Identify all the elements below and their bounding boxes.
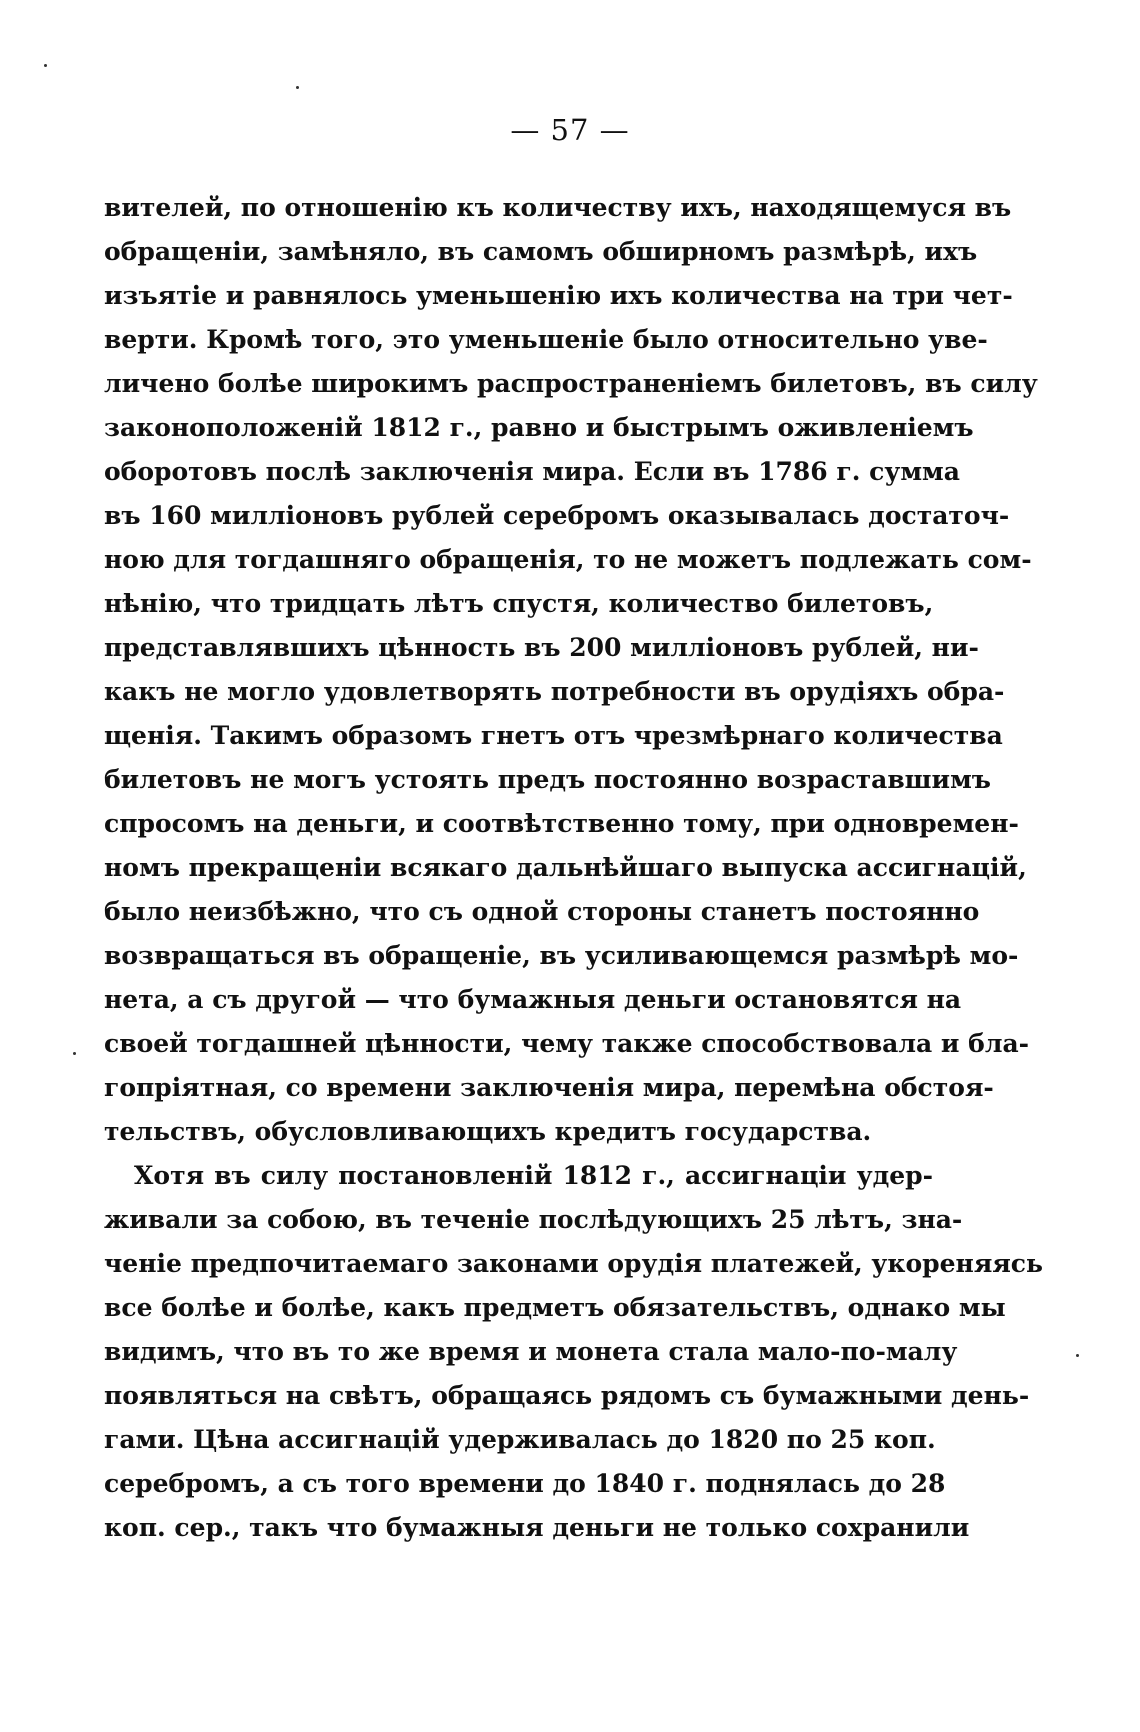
- page-number: — 57 —: [510, 113, 630, 147]
- text-line: коп. сер., такъ что бумажныя деньги не только сохранили: [104, 1513, 970, 1542]
- text-line: появляться на свѣтъ, обращаясь рядомъ съ бумажными день-: [104, 1381, 1030, 1410]
- scan-speck: [73, 1052, 76, 1055]
- text-line: какъ не могло удовлетворять потребности въ орудіяхъ обра-: [104, 677, 1005, 706]
- text-line: нета, а съ другой — что бумажныя деньги остановятся на: [104, 985, 962, 1014]
- text-line: тельствъ, обусловливающихъ кредитъ государства.: [104, 1117, 872, 1146]
- text-line: гами. Цѣна ассигнацій удерживалась до 1820 по 25 коп.: [104, 1425, 936, 1454]
- text-line: Хотя въ силу постановленій 1812 г., ассигнаціи удер-: [134, 1161, 933, 1190]
- text-line: номъ прекращеніи всякаго дальнѣйшаго выпуска ассигнацій,: [104, 853, 1027, 882]
- text-line: вителей, по отношенію къ количеству ихъ, находящемуся въ: [104, 193, 1012, 222]
- body-text: [104, 186, 1043, 1550]
- paragraph-1: [104, 186, 1038, 1154]
- text-line: въ 160 милліоновъ рублей серебромъ оказывалась достаточ-: [104, 501, 1010, 530]
- text-line: щенія. Такимъ образомъ гнетъ отъ чрезмѣрнаго количества: [104, 721, 1003, 750]
- text-line: серебромъ, а съ того времени до 1840 г. поднялась до 28: [104, 1469, 946, 1498]
- text-line: все болѣе и болѣе, какъ предметъ обязательствъ, однако мы: [104, 1293, 1006, 1322]
- text-line: оборотовъ послѣ заключенія мира. Если въ 1786 г. сумма: [104, 457, 960, 486]
- text-line: обращеніи, замѣняло, въ самомъ обширномъ размѣрѣ, ихъ: [104, 237, 978, 266]
- scan-speck: [44, 64, 47, 67]
- scan-speck: [296, 86, 299, 89]
- text-line: нѣнію, что тридцать лѣтъ спустя, количество билетовъ,: [104, 589, 934, 618]
- text-line: живали за собою, въ теченіе послѣдующихъ 25 лѣтъ, зна-: [104, 1205, 963, 1234]
- text-line: возвращаться въ обращеніе, въ усиливающемся размѣрѣ мо-: [104, 941, 1019, 970]
- scan-speck: [1076, 1354, 1079, 1357]
- paragraph-2: [104, 1154, 1043, 1550]
- text-line: своей тогдашней цѣнности, чему также способствовала и бла-: [104, 1029, 1030, 1058]
- text-line: представлявшихъ цѣнность въ 200 милліоновъ рублей, ни-: [104, 633, 979, 662]
- text-line: спросомъ на деньги, и соотвѣтственно тому, при одновремен-: [104, 809, 1019, 838]
- text-line: законоположеній 1812 г., равно и быстрымъ оживленіемъ: [104, 413, 974, 442]
- text-line: гопріятная, со времени заключенія мира, перемѣна обстоя-: [104, 1073, 994, 1102]
- text-line: верти. Кромѣ того, это уменьшеніе было относительно уве-: [104, 325, 988, 354]
- text-line: изъятіе и равнялось уменьшенію ихъ количества на три чет-: [104, 281, 1013, 310]
- text-line: личено болѣе широкимъ распространеніемъ билетовъ, въ силу: [104, 369, 1038, 398]
- text-line: видимъ, что въ то же время и монета стала мало-по-малу: [104, 1337, 958, 1366]
- text-line: было неизбѣжно, что съ одной стороны станетъ постоянно: [104, 897, 980, 926]
- text-line: билетовъ не могъ устоять предъ постоянно возраставшимъ: [104, 765, 991, 794]
- text-line: ною для тогдашняго обращенія, то не можетъ подлежать сом-: [104, 545, 1032, 574]
- text-line: ченіе предпочитаемаго законами орудія платежей, укореняясь: [104, 1249, 1043, 1278]
